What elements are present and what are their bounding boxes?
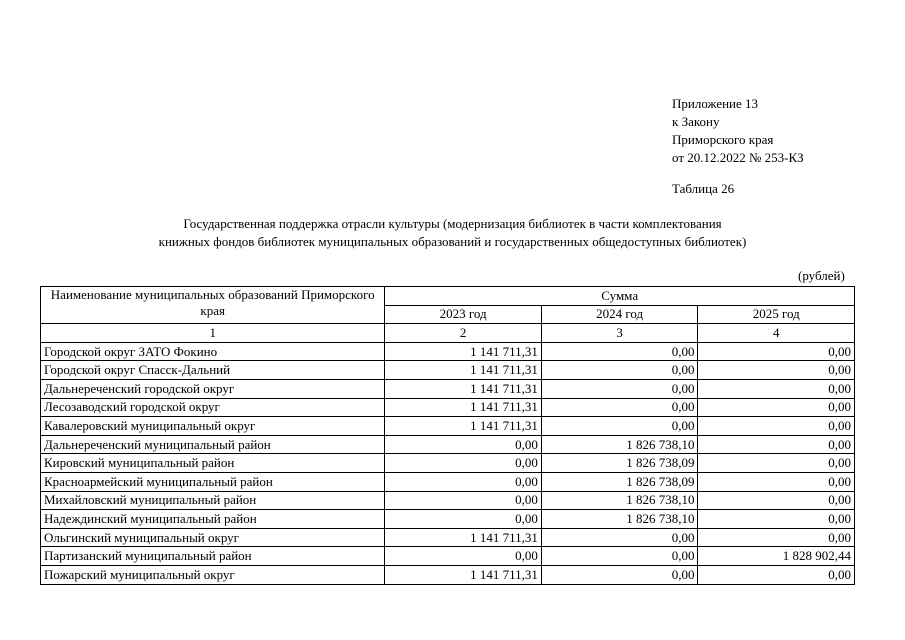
- municipality-name: Пожарский муниципальный округ: [41, 565, 385, 584]
- column-number-3: 3: [541, 324, 698, 343]
- amount-2024: 0,00: [541, 342, 698, 361]
- amount-2025: 0,00: [698, 510, 855, 529]
- amount-2023: 0,00: [385, 435, 542, 454]
- header-sum: Сумма: [385, 287, 855, 306]
- amount-2024: 0,00: [541, 528, 698, 547]
- appendix-line-4: от 20.12.2022 № 253-КЗ: [672, 150, 804, 165]
- table-row: [41, 547, 855, 566]
- amount-2025: 0,00: [698, 379, 855, 398]
- municipality-name: Дальнереченский муниципальный район: [41, 435, 385, 454]
- amount-2024: 0,00: [541, 565, 698, 584]
- municipality-name: Ольгинский муниципальный округ: [41, 528, 385, 547]
- amount-2023: 1 141 711,31: [385, 528, 542, 547]
- municipality-name: Городской округ ЗАТО Фокино: [41, 342, 385, 361]
- amount-2023: 1 141 711,31: [385, 398, 542, 417]
- header-year-2024: 2024 год: [541, 305, 698, 324]
- amount-2023: 1 141 711,31: [385, 565, 542, 584]
- table-row: [41, 510, 855, 529]
- municipality-name: Лесозаводский городской округ: [41, 398, 385, 417]
- municipality-name: Михайловский муниципальный район: [41, 491, 385, 510]
- amount-2025: 0,00: [698, 454, 855, 473]
- table-label: Таблица 26: [672, 181, 735, 196]
- document-title-line-1: Государственная поддержка отрасли культуры (модернизация библиотек в части комплектования: [183, 216, 722, 231]
- amount-2024: 1 826 738,09: [541, 454, 698, 473]
- appendix-line-1: Приложение 13: [672, 96, 759, 111]
- document-title: [0, 215, 905, 251]
- municipality-name: Дальнереченский городской округ: [41, 379, 385, 398]
- amount-2023: 1 141 711,31: [385, 417, 542, 436]
- amount-2025: 0,00: [698, 491, 855, 510]
- amount-2025: 0,00: [698, 398, 855, 417]
- municipality-name: Надеждинский муниципальный район: [41, 510, 385, 529]
- header-municipality: Наименование муниципальных образований Приморского края: [41, 287, 385, 324]
- amount-2025: 0,00: [698, 417, 855, 436]
- amount-2025: 0,00: [698, 342, 855, 361]
- amount-2023: 0,00: [385, 547, 542, 566]
- amount-2023: 0,00: [385, 472, 542, 491]
- municipality-name: Партизанский муниципальный район: [41, 547, 385, 566]
- amount-2024: 1 826 738,09: [541, 472, 698, 491]
- amount-2024: 0,00: [541, 361, 698, 380]
- table-row: [41, 454, 855, 473]
- header-year-2025: 2025 год: [698, 305, 855, 324]
- appendix-line-2: к Закону: [672, 114, 720, 129]
- column-number-2: 2: [385, 324, 542, 343]
- amount-2023: 1 141 711,31: [385, 361, 542, 380]
- table-header-row: [41, 287, 855, 306]
- municipality-name: Кировский муниципальный район: [41, 454, 385, 473]
- table-body: [41, 342, 855, 584]
- amount-2024: 0,00: [541, 398, 698, 417]
- column-number-1: 1: [41, 324, 385, 343]
- municipality-name: Городской округ Спасск-Дальний: [41, 361, 385, 380]
- amount-2024: 0,00: [541, 379, 698, 398]
- amount-2023: 0,00: [385, 454, 542, 473]
- appendix-note: [672, 95, 804, 167]
- column-number-4: 4: [698, 324, 855, 343]
- amount-2023: 0,00: [385, 510, 542, 529]
- table-row: [41, 491, 855, 510]
- units-label: (рублей): [798, 268, 845, 283]
- table-row: [41, 435, 855, 454]
- table-row: [41, 565, 855, 584]
- amount-2024: 0,00: [541, 417, 698, 436]
- amount-2025: 1 828 902,44: [698, 547, 855, 566]
- amount-2024: 0,00: [541, 547, 698, 566]
- amount-2025: 0,00: [698, 361, 855, 380]
- municipality-name: Кавалеровский муниципальный округ: [41, 417, 385, 436]
- appendix-line-3: Приморского края: [672, 132, 774, 147]
- table-row: [41, 361, 855, 380]
- document-title-line-2: книжных фондов библиотек муниципальных образований и государственных общедоступных библиотек): [158, 234, 747, 249]
- amount-2023: 1 141 711,31: [385, 342, 542, 361]
- table-row: [41, 379, 855, 398]
- amount-2023: 1 141 711,31: [385, 379, 542, 398]
- table-row: [41, 472, 855, 491]
- amount-2023: 0,00: [385, 491, 542, 510]
- amount-2025: 0,00: [698, 435, 855, 454]
- table-row: [41, 342, 855, 361]
- column-number-row: [41, 324, 855, 343]
- municipality-name: Красноармейский муниципальный район: [41, 472, 385, 491]
- amount-2025: 0,00: [698, 528, 855, 547]
- subsidy-table: [40, 286, 855, 585]
- header-year-2023: 2023 год: [385, 305, 542, 324]
- table-row: [41, 398, 855, 417]
- amount-2024: 1 826 738,10: [541, 491, 698, 510]
- amount-2025: 0,00: [698, 472, 855, 491]
- amount-2024: 1 826 738,10: [541, 510, 698, 529]
- amount-2025: 0,00: [698, 565, 855, 584]
- amount-2024: 1 826 738,10: [541, 435, 698, 454]
- table-row: [41, 528, 855, 547]
- table-row: [41, 417, 855, 436]
